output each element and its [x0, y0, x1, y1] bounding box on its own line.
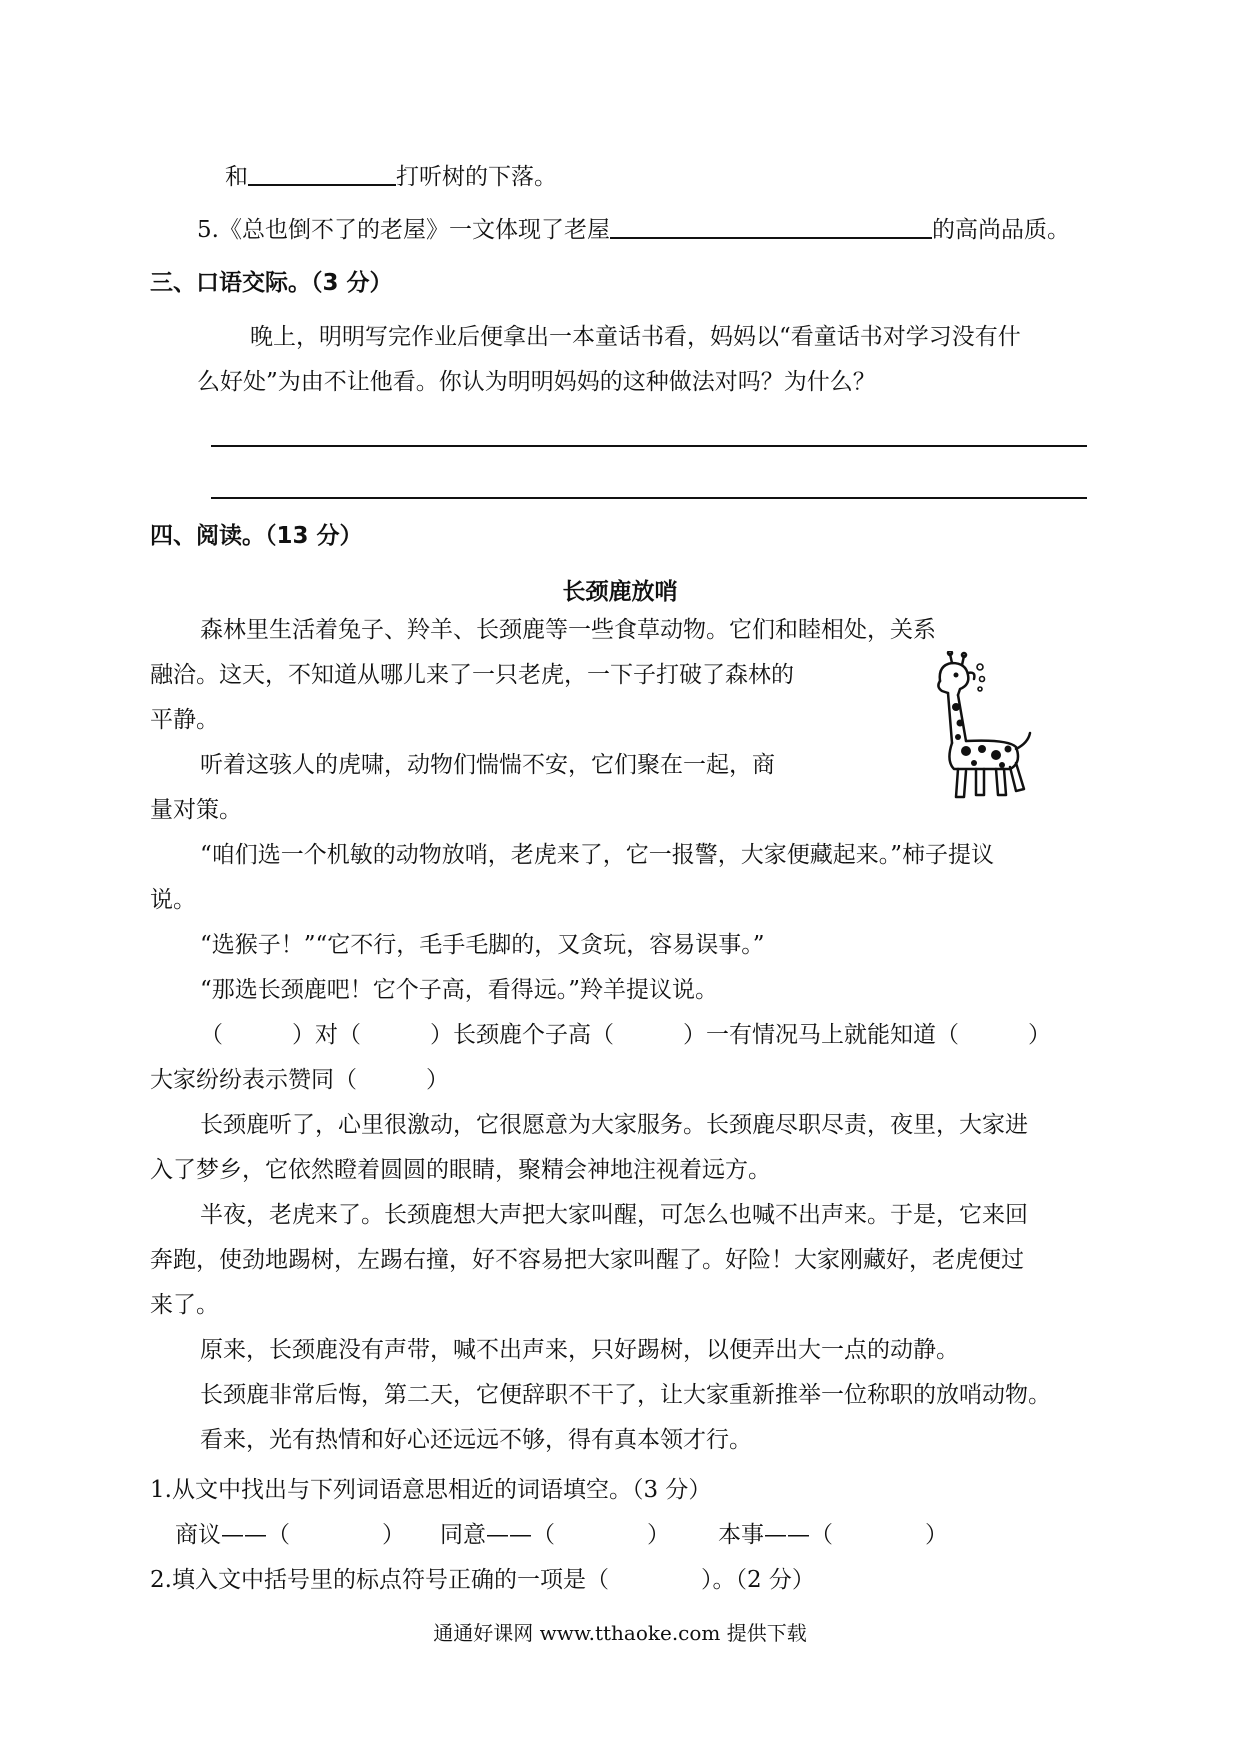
story-line: 半夜，老虎来了。长颈鹿想大声把大家叫醒，可怎么也喊不出声来。于是，它来回: [200, 1202, 1028, 1228]
story-line: 融洽。这天，不知道从哪儿来了一只老虎，一下子打破了森林的: [150, 662, 794, 688]
footer-source: 通通好课网 www.tthaoke.com 提供下载: [433, 1621, 807, 1645]
section3-paragraph-line-1: 晚上，明明写完作业后便拿出一本童话书看，妈妈以“看童话书对学习没有什: [250, 324, 1021, 350]
story-line: 说。: [150, 887, 196, 913]
answer-line-1[interactable]: [211, 445, 1087, 447]
section3-header: 三、口语交际。（3 分）: [150, 270, 393, 296]
q1-item-shangyi[interactable]: 商议——（ ）: [175, 1522, 405, 1548]
q1-item-benshi[interactable]: 本事——（ ）: [718, 1522, 948, 1548]
story-line: 入了梦乡，它依然瞪着圆圆的眼睛，聚精会神地注视着远方。: [150, 1157, 771, 1183]
story-title: 长颈鹿放哨: [562, 579, 678, 605]
section4-header: 四、阅读。（13 分）: [150, 523, 363, 549]
answer-line-2[interactable]: [211, 497, 1087, 499]
story-line: 大家纷纷表示赞同（ ）: [150, 1067, 449, 1093]
section3-paragraph-line-2: 么好处”为由不让他看。你认为明明妈妈的这种做法对吗？为什么？: [197, 369, 876, 395]
story-line: “那选长颈鹿吧！它个子高，看得远。”羚羊提议说。: [200, 977, 719, 1003]
q4-text-b: 打听树的下落。: [396, 164, 557, 190]
story-line: 长颈鹿听了，心里很激动，它很愿意为大家服务。长颈鹿尽职尽责，夜里，大家进: [200, 1112, 1028, 1138]
story-line: 长颈鹿非常后悔，第二天，它便辞职不干了，让大家重新推举一位称职的放哨动物。: [200, 1382, 1051, 1408]
q4-text-a: 和: [225, 164, 248, 190]
story-line: 森林里生活着兔子、羚羊、长颈鹿等一些食草动物。它们和睦相处，关系: [200, 617, 936, 643]
giraffe-illustration: [918, 651, 1036, 803]
story-line: 看来，光有热情和好心还远远不够，得有真本领才行。: [200, 1427, 752, 1453]
question-2: 2.填入文中括号里的标点符号正确的一项是（ ）。（2 分）: [150, 1567, 815, 1593]
story-line: 平静。: [150, 707, 219, 733]
q5-blank[interactable]: [610, 215, 932, 239]
story-line: “选猴子！”“它不行，毛手毛脚的，又贪玩，容易误事。”: [200, 932, 765, 958]
story-line: 原来，长颈鹿没有声带，喊不出声来，只好踢树，以便弄出大一点的动静。: [200, 1337, 959, 1363]
story-line: 量对策。: [150, 797, 242, 823]
question-1: 1.从文中找出与下列词语意思相近的词语填空。（3 分）: [150, 1477, 712, 1503]
story-line: （ ）对（ ）长颈鹿个子高（ ）一有情况马上就能知道（ ）: [200, 1022, 1051, 1048]
q5-line: [197, 215, 1070, 245]
story-line: 来了。: [150, 1292, 219, 1318]
story-line: “咱们选一个机敏的动物放哨，老虎来了，它一报警，大家便藏起来。”柿子提议: [200, 842, 995, 868]
q5-end: 的高尚品质。: [931, 217, 1070, 243]
q5-text: 5.《总也倒不了的老屋》一文体现了老屋: [197, 217, 610, 243]
story-line: 听着这骇人的虎啸，动物们惴惴不安，它们聚在一起，商: [200, 752, 775, 778]
q4-blank[interactable]: [248, 162, 396, 186]
q4-line: [225, 162, 557, 192]
story-line: 奔跑，使劲地踢树，左踢右撞，好不容易把大家叫醒了。好险！大家刚藏好，老虎便过: [150, 1247, 1024, 1273]
q1-item-tongyi[interactable]: 同意——（ ）: [440, 1522, 670, 1548]
